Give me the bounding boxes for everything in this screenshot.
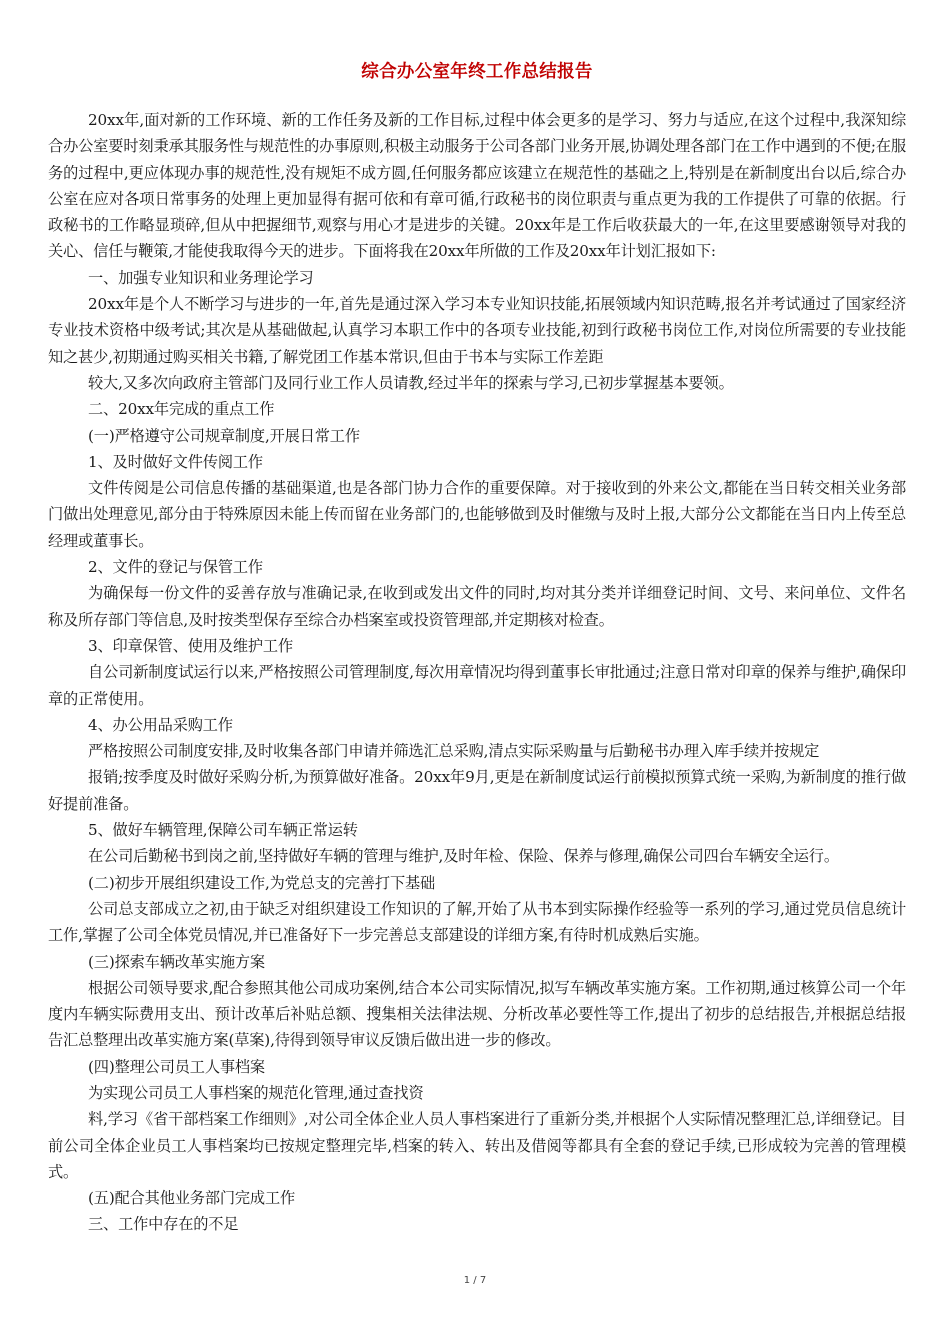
document-body <box>48 107 906 1238</box>
paragraph: 自公司新制度试运行以来,严格按照公司管理制度,每次用章情况均得到董事长审批通过;注意日常对印章的保养与维护,确保印章的正常使用。 <box>48 663 906 708</box>
document-title: 综合办公室年终工作总结报告 <box>361 62 593 82</box>
paragraph: 一、加强专业知识和业务理论学习 <box>88 268 314 287</box>
paragraph: 3、印章保管、使用及维护工作 <box>88 636 294 655</box>
paragraph: 5、做好车辆管理,保障公司车辆正常运转 <box>88 821 358 840</box>
paragraph: (四)整理公司员工人事档案 <box>88 1057 265 1076</box>
paragraph: 为实现公司员工人事档案的规范化管理,通过查找资 <box>88 1083 424 1102</box>
paragraph: 为确保每一份文件的妥善存放与准确记录,在收到或发出文件的同时,均对其分类并详细登记时间、文号、来问单位、文件名称及所存部门等信息,及时按类型保存至综合办档案室或投资管理部,并定期核对检查。 <box>48 584 906 629</box>
paragraph: 公司总支部成立之初,由于缺乏对组织建设工作知识的了解,开始了从书本到实际操作经验等一系列的学习,通过党员信息统计工作,掌握了公司全体党员情况,并已准备好下一步完善总支部建设的详细方案,有待时机成熟后实施。 <box>48 899 906 945</box>
paragraph: 报销;按季度及时做好采购分析,为预算做好准备。20xx年9月,更是在新制度试运行前模拟预算式统一采购,为新制度的推行做好提前准备。 <box>48 768 906 813</box>
paragraph: (三)探索车辆改革实施方案 <box>88 952 265 971</box>
paragraph: 1、及时做好文件传阅工作 <box>88 452 263 471</box>
page-number: 1 / 7 <box>463 1275 487 1286</box>
paragraph: 较大,又多次向政府主管部门及同行业工作人员请教,经过半年的探索与学习,已初步掌握基本要领。 <box>88 373 734 392</box>
paragraph: (五)配合其他业务部门完成工作 <box>88 1189 296 1208</box>
paragraph: 料,学习《省干部档案工作细则》,对公司全体企业人员人事档案进行了重新分类,并根据个人实际情况整理汇总,详细登记。目前公司全体企业员工人事档案均已按规定整理完毕,档案的转入、转出及借阅等都具有全套的登记手续,已形成较为完善的管理模式。 <box>48 1110 906 1181</box>
paragraph: 20xx年,面对新的工作环境、新的工作任务及新的工作目标,过程中体会更多的是学习、努力与适应,在这个过程中,我深知综合办公室要时刻秉承其服务性与规范性的办事原则,积极主动服务于公司各部门业务开展,协调处理各部门在工作中遇到的不便;在服务的过程中,更应体现办事的规范性,没有规矩不成方圆,任何服务都应该建立在规范性的基础之上,特别是在新制度出台以后,综合办公室在应对各项日常事务的处理上更加显得有据可依和有章可循,行政秘书的岗位职责与重点更为我的工作提供了可靠的依据。行政秘书的工作略显琐碎,但从中把握细节,观察与用心才是进步的关键。20xx年是工作后收获最大的一年,在这里要感谢领导对我的关心、信任与鞭策,才能使我取得今天的进步。下面将我在20xx年所做的工作及20xx年计划汇报如下: <box>48 111 906 261</box>
paragraph: 文件传阅是公司信息传播的基础渠道,也是各部门协力合作的重要保障。对于接收到的外来公文,都能在当日转交相关业务部门做出处理意见,部分由于特殊原因未能上传而留在业务部门的,也能够做到及时催缴与及时上报,大部分公文都能在当日内上传至总经理或董事长。 <box>48 479 906 550</box>
paragraph: 三、工作中存在的不足 <box>88 1215 239 1234</box>
paragraph: 2、文件的登记与保管工作 <box>88 558 263 577</box>
paragraph: (二)初步开展组织建设工作,为党总支的完善打下基础 <box>88 873 436 892</box>
paragraph: 严格按照公司制度安排,及时收集各部门申请并筛选汇总采购,清点实际采购量与后勤秘书办理入库手续并按规定 <box>88 742 820 761</box>
paragraph: 4、办公用品采购工作 <box>88 715 233 734</box>
paragraph: 根据公司领导要求,配合参照其他公司成功案例,结合本公司实际情况,拟写车辆改革实施方案。工作初期,通过核算公司一个年度内车辆实际费用支出、预计改革后补贴总额、搜集相关法律法规、分析改革必要性等工作,提出了初步的总结报告,并根据总结报告汇总整理出改革实施方案(草案),待得到领导审议反馈后做出进一步的修改。 <box>48 978 906 1050</box>
paragraph: 二、20xx年完成的重点工作 <box>88 400 275 419</box>
paragraph: 在公司后勤秘书到岗之前,坚持做好车辆的管理与维护,及时年检、保险、保养与修理,确保公司四台车辆安全运行。 <box>88 847 839 866</box>
document-page <box>48 58 906 1238</box>
paragraph: 20xx年是个人不断学习与进步的一年,首先是通过深入学习本专业知识技能,拓展领域内知识范畴,报名并考试通过了国家经济专业技术资格中级考试;其次是从基础做起,认真学习本职工作中的各项专业技能,初到行政秘书岗位工作,对岗位所需要的专业技能知之甚少,初期通过购买相关书籍,了解党团工作基本常识,但由于书本与实际工作差距 <box>48 295 906 366</box>
paragraph: (一)严格遵守公司规章制度,开展日常工作 <box>88 426 360 445</box>
